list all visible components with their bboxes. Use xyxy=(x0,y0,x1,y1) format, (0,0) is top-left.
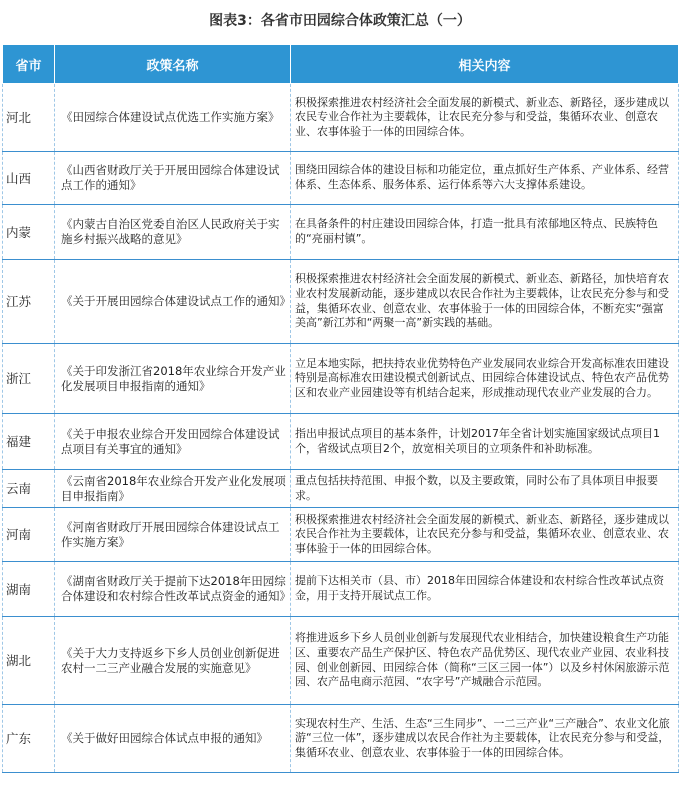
policy-table xyxy=(2,44,679,773)
province-cell: 广东 xyxy=(3,705,55,773)
policy-name-cell: 《关于开展田园综合体建设试点工作的通知》 xyxy=(55,260,291,344)
province-cell: 浙江 xyxy=(3,344,55,414)
table-row xyxy=(3,705,679,773)
content-cell: 重点包括扶持范围、申报个数，以及主要政策，同时公布了具体项目申报要求。 xyxy=(291,470,679,508)
content-cell: 将推进返乡下乡人员创业创新与发展现代农业相结合，加快建设粮食生产功能区、重要农产品生产保护区、特色农产品优势区、现代农业产业园、农业科技园、创业创新园、田园综合体（简称“三区三园一体”）以及乡村休闲旅游示范园、农产品电商示范园、“农字号”产城融合示范园。 xyxy=(291,617,679,705)
policy-name-cell: 《关于大力支持返乡下乡人员创业创新促进农村一二三产业融合发展的实施意见》 xyxy=(55,617,291,705)
province-cell: 河北 xyxy=(3,84,55,152)
province-cell: 山西 xyxy=(3,152,55,205)
content-cell: 积极探索推进农村经济社会全面发展的新模式、新业态、新路径，逐步建成以农民专业合作社为主要载体，让农民充分参与和受益，集循环农业、创意农业、农事体验于一体的田园综合体。 xyxy=(291,84,679,152)
table-row xyxy=(3,152,679,205)
province-cell: 湖北 xyxy=(3,617,55,705)
table-row xyxy=(3,205,679,260)
table-title: 图表3：各省市田园综合体政策汇总（一） xyxy=(209,13,471,29)
content-cell: 实现农村生产、生活、生态“三生同步”、一二三产业“三产融合”、农业文化旅游“三位一体”，逐步建成以农民合作社为主要载体，让农民充分参与和受益，集循环农业、创意农业、农事体验于一体的田园综合体。 xyxy=(291,705,679,773)
policy-name-cell: 《关于做好田园综合体试点申报的通知》 xyxy=(55,705,291,773)
header-policy-name: 政策名称 xyxy=(55,45,291,84)
province-cell: 福建 xyxy=(3,414,55,470)
content-cell: 指出申报试点项目的基本条件，计划2017年全省计划实施国家级试点项目1个，省级试点项目2个，放宽相关项目的立项条件和补助标准。 xyxy=(291,414,679,470)
province-cell: 河南 xyxy=(3,508,55,562)
table-row xyxy=(3,470,679,508)
content-cell: 在具备条件的村庄建设田园综合体，打造一批具有浓郁地区特点、民族特色的“亮丽村镇”。 xyxy=(291,205,679,260)
policy-name-cell: 《关于申报农业综合开发田园综合体建设试点项目有关事宜的通知》 xyxy=(55,414,291,470)
table-row xyxy=(3,617,679,705)
policy-name-cell: 《关于印发浙江省2018年农业综合开发产业化发展项目申报指南的通知》 xyxy=(55,344,291,414)
content-cell: 积极探索推进农村经济社会全面发展的新模式、新业态、新路径，逐步建成以农民合作社为主要载体，让农民充分参与和受益，集循环农业、创意农业、农事体验于一体的田园综合体。 xyxy=(291,508,679,562)
policy-name-cell: 《山西省财政厅关于开展田园综合体建设试点工作的通知》 xyxy=(55,152,291,205)
table-row xyxy=(3,414,679,470)
policy-name-cell: 《云南省2018年农业综合开发产业化发展项目申报指南》 xyxy=(55,470,291,508)
header-content: 相关内容 xyxy=(291,45,679,84)
content-cell: 提前下达相关市（县、市）2018年田园综合体建设和农村综合性改革试点资金，用于支持开展试点工作。 xyxy=(291,562,679,617)
table-row xyxy=(3,260,679,344)
province-cell: 云南 xyxy=(3,470,55,508)
policy-name-cell: 《湖南省财政厅关于提前下达2018年田园综合体建设和农村综合性改革试点资金的通知》 xyxy=(55,562,291,617)
content-cell: 围绕田园综合体的建设目标和功能定位，重点抓好生产体系、产业体系、经营体系、生态体系、服务体系、运行体系等六大支撑体系建设。 xyxy=(291,152,679,205)
policy-name-cell: 《田园综合体建设试点优选工作实施方案》 xyxy=(55,84,291,152)
table-row xyxy=(3,344,679,414)
policy-name-cell: 《内蒙古自治区党委自治区人民政府关于实施乡村振兴战略的意见》 xyxy=(55,205,291,260)
table-row xyxy=(3,508,679,562)
province-cell: 江苏 xyxy=(3,260,55,344)
province-cell: 湖南 xyxy=(3,562,55,617)
province-cell: 内蒙 xyxy=(3,205,55,260)
content-cell: 立足本地实际，把扶持农业优势特色产业发展同农业综合开发高标准农田建设特别是高标准农田建设模式创新试点、田园综合体建设试点、特色农产品优势区和农业产业园建设等有机结合起来，形成推动现代农业产业发展的合力。 xyxy=(291,344,679,414)
policy-name-cell: 《河南省财政厅开展田园综合体建设试点工作实施方案》 xyxy=(55,508,291,562)
table-row xyxy=(3,84,679,152)
header-province: 省市 xyxy=(3,45,55,84)
content-cell: 积极探索推进农村经济社会全面发展的新模式、新业态、新路径，加快培育农业农村发展新动能，逐步建成以农民合作社为主要载体，让农民充分参与和受益，集循环农业、创意农业、农事体验于一体的田园综合体，不断充实“强富美高”新江苏和“两聚一高”新实践的基础。 xyxy=(291,260,679,344)
table-row xyxy=(3,562,679,617)
header-row xyxy=(3,45,679,84)
